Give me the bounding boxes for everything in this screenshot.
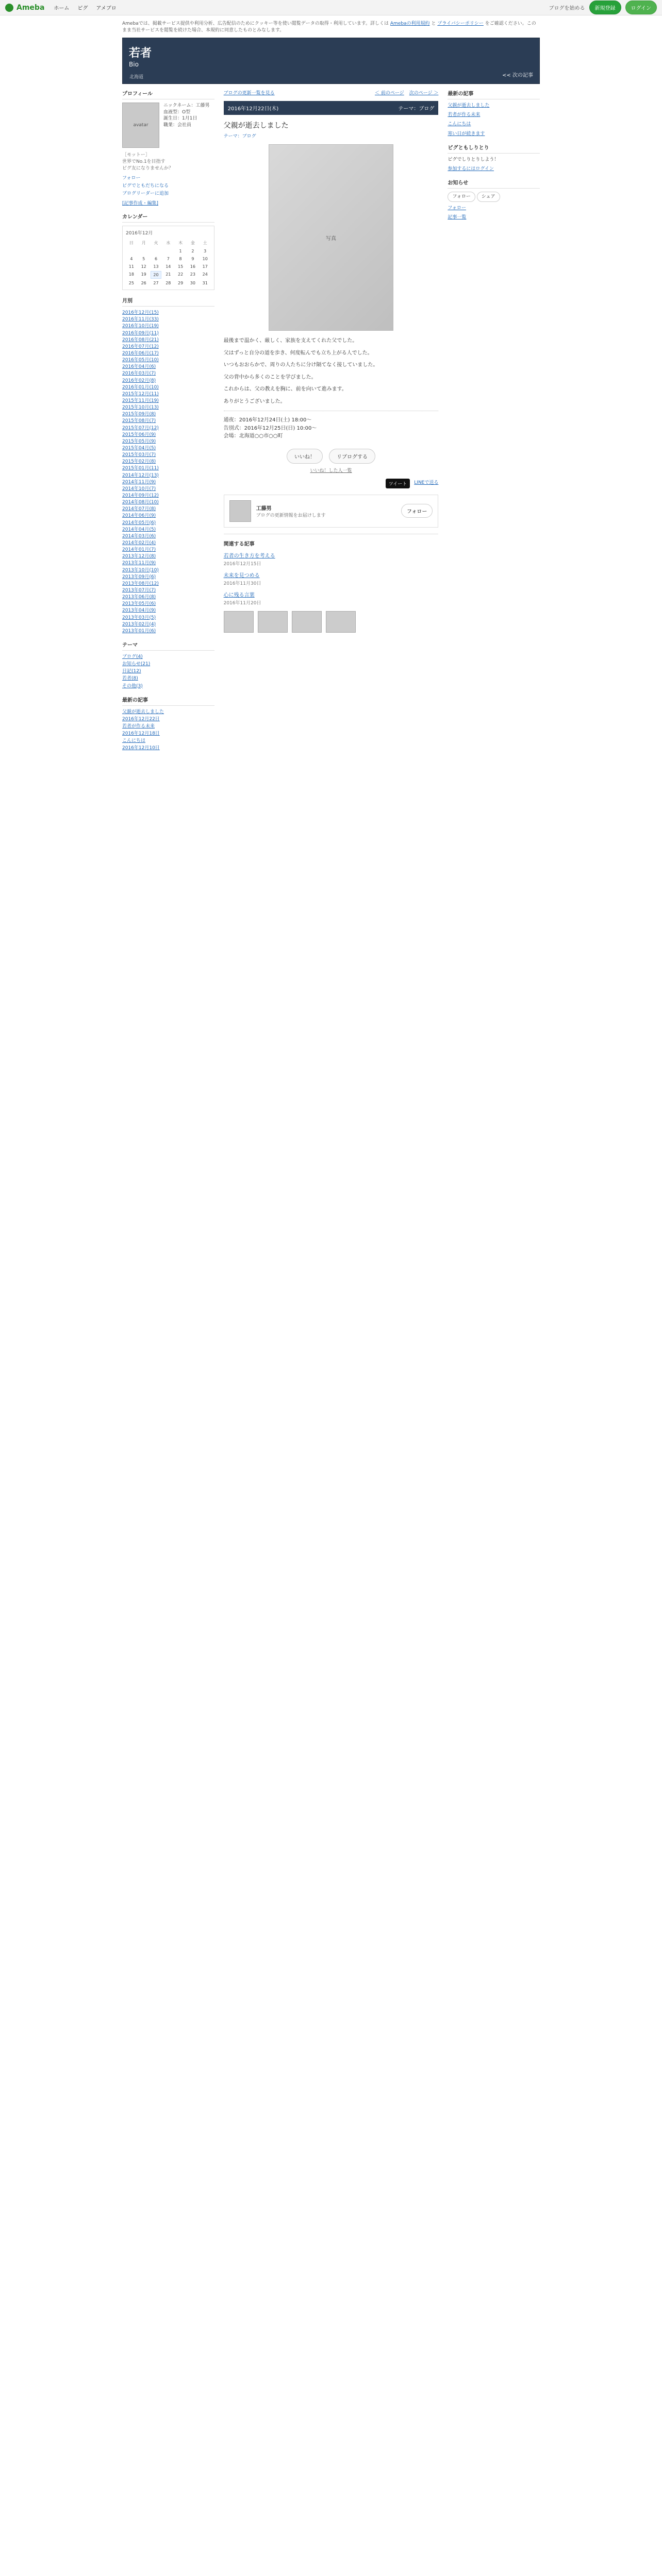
follow-desc: ブログの更新情報をお届けします (256, 513, 326, 518)
archive-item[interactable]: 2014年11月(9) (122, 479, 156, 485)
right-section-1 (448, 89, 540, 137)
archives-box (122, 296, 214, 634)
calendar-day[interactable]: 23 (190, 272, 195, 277)
calendar-day[interactable]: 7 (167, 257, 170, 262)
profile-lines (163, 103, 210, 128)
post-top-bar (224, 89, 439, 96)
archive-item[interactable]: 2016年12月(15) (122, 310, 159, 316)
right-section-2 (448, 143, 540, 172)
theme-item[interactable]: 若者(8) (122, 676, 138, 682)
calendar-day[interactable]: 24 (202, 272, 208, 277)
top-nav-item-pigg[interactable]: ピグ (77, 6, 88, 11)
top-nav-item-home[interactable]: ホーム (54, 6, 70, 11)
photo-thumb[interactable] (326, 611, 356, 633)
right-item (448, 103, 540, 109)
calendar (122, 226, 214, 290)
archive-item[interactable]: 2016年05月(10) (122, 358, 159, 363)
right-item (448, 214, 540, 221)
calendar-day[interactable]: 17 (202, 264, 208, 269)
photo-thumb[interactable] (292, 611, 322, 633)
profile-blood: 血液型：O型 (163, 109, 191, 115)
archive-list (122, 310, 214, 634)
photo-thumb[interactable] (224, 611, 254, 633)
cookie-notice (122, 21, 540, 33)
like-button[interactable]: いいね！ (287, 449, 323, 464)
content-layout (122, 89, 540, 757)
banner-title: 若者 (129, 47, 152, 60)
related-item (224, 590, 439, 606)
archive-item[interactable]: 2013年02月(4) (122, 621, 156, 627)
right-section-3 (448, 178, 540, 221)
privacy-link[interactable]: プライバシーポリシー (437, 21, 484, 26)
left-column (122, 89, 214, 757)
follow-thumb (229, 500, 251, 522)
recent-item[interactable]: 若者が作る未来 (122, 723, 155, 729)
follow-card (224, 495, 439, 528)
theme-item[interactable]: ブログ(4) (122, 654, 143, 659)
calendar-heading: カレンダー (122, 212, 214, 223)
archive-item[interactable]: 2014年01月(7) (122, 547, 156, 553)
photo-strip (224, 611, 439, 633)
top-navigation (54, 4, 116, 11)
archive-item[interactable]: 2013年10月(10) (122, 567, 159, 573)
calendar-dow: 水 (166, 241, 171, 246)
next-page-link[interactable]: 次のページ ＞ (409, 91, 439, 96)
archive-item[interactable]: 2015年01月(11) (122, 466, 159, 471)
archive-item[interactable]: 2013年03月(5) (122, 615, 156, 620)
post-paragraph: いつもおおらかで、周りの人たちに分け隔てなく接していました。 (223, 362, 378, 368)
create-blog-link[interactable]: ブログを始める (549, 6, 585, 11)
related-item (224, 551, 439, 567)
right-link[interactable]: 参加するにはログイン (448, 166, 494, 172)
right-item (448, 121, 540, 127)
post-theme-link[interactable]: テーマ：ブログ (223, 134, 256, 140)
post-theme-label: テーマ：ブログ (398, 106, 435, 112)
tweet-button[interactable]: ツイート (386, 479, 410, 488)
archive-item[interactable]: 2014年04月(5) (122, 527, 156, 532)
calendar-day[interactable]: 1 (179, 249, 182, 254)
calendar-dow: 火 (154, 241, 158, 246)
funeral-info-line: 会場：北海道○○市○○町 (223, 433, 283, 439)
recent-box (122, 696, 214, 752)
related-date: 2016年11月20日 (223, 600, 261, 606)
right-link[interactable]: 若者が作る未来 (448, 112, 481, 118)
recent-date: 2016年12月10日 (122, 745, 160, 751)
archive-item[interactable]: 2016年09月(11) (122, 330, 159, 336)
calendar-day[interactable]: 31 (202, 281, 208, 286)
right-share-button[interactable]: シェア (477, 192, 500, 202)
calendar-day[interactable]: 4 (130, 257, 133, 262)
archive-item[interactable]: 2015年06月(9) (122, 432, 156, 437)
calendar-day[interactable]: 30 (190, 281, 195, 286)
calendar-day[interactable]: 25 (128, 281, 134, 286)
right-text: ピグでしりとりしよう！ (448, 157, 499, 162)
post-paragraph: 父はずっと自分の道を歩き、何度転んでも立ち上がる人でした。 (223, 350, 373, 356)
archive-item[interactable]: 2015年10月(13) (122, 405, 159, 411)
right-item (448, 166, 540, 172)
related-title[interactable]: 若者の生き方を考える (223, 553, 275, 559)
right-column (448, 89, 540, 757)
profile-extra-1: ［モットー］ (122, 152, 150, 158)
calendar-day[interactable]: 13 (153, 264, 159, 269)
edit-link[interactable]: [記事作成・編集] (122, 201, 159, 207)
notice-tail: をご確認ください。このまま当社サービスを閲覧を続けた場合、本規約に同意したものとみなします。 (122, 21, 536, 33)
profile-card (122, 103, 214, 148)
funeral-info-line: 通夜：2016年12月24日(土) 18:00〜 (223, 417, 312, 423)
terms-link[interactable]: Amebaの利用規約 (390, 21, 430, 26)
profile-extra-3: ピグ友になりませんか？ (122, 166, 174, 172)
top-right-actions (549, 1, 657, 14)
recent-heading: 最新の記事 (122, 696, 214, 706)
right-link[interactable]: こんにちは (448, 122, 471, 127)
theme-item[interactable]: 日記(12) (122, 669, 141, 674)
archive-item[interactable]: 2016年01月(10) (122, 384, 159, 390)
related-heading: 関連する記事 (223, 541, 255, 547)
related-date: 2016年12月15日 (223, 561, 261, 567)
theme-item[interactable]: その他(3) (122, 683, 143, 689)
calendar-dow: 土 (203, 241, 207, 246)
calendar-month: 2016年12月 (126, 231, 153, 236)
archive-item[interactable]: 2013年01月(6) (122, 628, 156, 634)
calendar-box (122, 212, 214, 290)
logo-text: Ameba (16, 3, 45, 12)
archive-item[interactable]: 2013年08月(12) (122, 581, 159, 586)
archive-item[interactable]: 2015年04月(5) (122, 446, 156, 451)
related-title[interactable]: 心に残る言葉 (223, 592, 255, 598)
calendar-day[interactable]: 27 (153, 281, 159, 286)
calendar-day[interactable] (162, 248, 174, 255)
post-nav (375, 89, 438, 96)
calendar-dow: 木 (178, 241, 183, 246)
notice-text: Amebaでは、掲載サービス提供や利用分析、広告配信のためにクッキー等を使い閲覧データの取得・利用しています。詳しくは (122, 21, 389, 26)
profile-name: ニックネーム：工藤男 (163, 103, 210, 109)
right-link[interactable]: フォロー (448, 206, 466, 211)
archive-item[interactable]: 2013年06月(8) (122, 595, 156, 600)
archive-item[interactable]: 2014年03月(6) (122, 533, 156, 539)
profile-birth: 誕生日：1月1日 (163, 116, 197, 122)
archive-item[interactable]: 2016年08月(21) (122, 337, 159, 343)
recent-date: 2016年12月22日 (122, 716, 160, 722)
archive-item[interactable]: 2014年10月(7) (122, 486, 156, 492)
archive-item[interactable]: 2016年03月(7) (122, 371, 156, 377)
calendar-day[interactable]: 22 (178, 272, 184, 277)
post-photo (269, 144, 393, 331)
calendar-day[interactable] (151, 248, 162, 255)
funeral-info (224, 411, 439, 440)
calendar-day[interactable] (138, 248, 150, 255)
right-item (448, 205, 540, 211)
calendar-day today[interactable]: 20 (151, 271, 162, 279)
main-column (224, 89, 439, 757)
archive-item[interactable]: 2015年05月(9) (122, 438, 156, 444)
right-follow-button[interactable]: フォロー (448, 192, 475, 202)
profile-extra (122, 151, 214, 171)
photo-thumb[interactable] (258, 611, 288, 633)
calendar-day[interactable]: 9 (191, 257, 194, 262)
archive-item[interactable]: 2014年09月(12) (122, 493, 159, 498)
calendar-day[interactable]: 26 (141, 281, 146, 286)
avatar: avatar (122, 103, 159, 148)
follow-button[interactable]: フォロー (401, 504, 433, 518)
archive-item[interactable]: 2014年07月(8) (122, 506, 156, 512)
calendar-dow: 金 (190, 241, 195, 246)
archive-item[interactable]: 2015年07月(12) (122, 425, 159, 431)
calendar-grid (126, 239, 211, 286)
archive-item[interactable]: 2013年11月(9) (122, 561, 156, 566)
calendar-day[interactable]: 18 (128, 272, 134, 277)
post-paragraph: 父の背中から多くのことを学びました。 (223, 374, 317, 380)
calendar-day[interactable]: 16 (190, 264, 195, 269)
archive-item[interactable]: 2013年07月(7) (122, 587, 156, 593)
calendar-day[interactable]: 8 (179, 257, 182, 262)
themes-heading: テーマ (122, 640, 214, 651)
profile-job: 職業：会社員 (163, 122, 192, 128)
breadcrumb-link[interactable]: ブログの更新一覧を見る (223, 91, 275, 96)
calendar-day[interactable]: 12 (141, 264, 146, 269)
top-nav-item-blog[interactable]: アメブロ (96, 6, 117, 11)
post-date: 2016年12月22日(木) (227, 106, 279, 112)
right-link[interactable]: 父親が逝去しました (448, 103, 490, 109)
archive-item[interactable]: 2015年12月(11) (122, 391, 159, 397)
calendar-dow: 月 (141, 241, 146, 246)
logo-icon (5, 4, 13, 12)
archive-item[interactable]: 2014年08月(10) (122, 500, 159, 505)
register-button[interactable]: 新規登録 (589, 1, 621, 14)
post-content (224, 337, 439, 405)
right-item (448, 192, 540, 202)
post-meta-bar (224, 101, 439, 115)
follow-link[interactable]: フォロー (122, 176, 141, 181)
post-paragraph: これからは、父の教えを胸に、前を向いて進みます。 (223, 386, 347, 393)
archive-item[interactable]: 2016年06月(17) (122, 351, 159, 357)
themes-box (122, 640, 214, 689)
archive-item[interactable]: 2016年10月(19) (122, 324, 159, 329)
archive-item[interactable]: 2014年02月(4) (122, 540, 156, 546)
archive-item[interactable]: 2013年12月(8) (122, 554, 156, 560)
pigg-friend-link[interactable]: ピグでともだちになる (122, 183, 169, 189)
recent-item[interactable]: こんにちは (122, 738, 146, 744)
engagement-buttons (224, 449, 439, 464)
archive-item[interactable]: 2016年07月(12) (122, 344, 159, 349)
calendar-day[interactable]: 11 (128, 264, 134, 269)
banner-subtitle: Bio (129, 61, 139, 69)
calendar-day[interactable]: 6 (154, 257, 158, 262)
calendar-day[interactable]: 10 (202, 257, 208, 262)
calendar-dow: 日 (129, 241, 134, 246)
profile-box (122, 89, 214, 206)
right-item (448, 131, 540, 137)
right-section-heading: 最新の記事 (448, 89, 540, 99)
post-title: 父親が逝去しました (223, 122, 289, 130)
archives-heading: 月別 (122, 296, 214, 307)
recent-list (122, 709, 214, 752)
calendar-day[interactable]: 3 (204, 249, 207, 254)
banner-right[interactable]: << 次の記事 (502, 73, 533, 79)
post-paragraph: ありがとうございました。 (223, 398, 286, 404)
funeral-info-line: 告別式：2016年12月25日(日) 10:00〜 (223, 425, 317, 431)
calendar-day[interactable]: 15 (178, 264, 184, 269)
like-users-link[interactable]: いいね！した人一覧 (310, 468, 352, 473)
banner-mini: 北海道 (129, 75, 144, 80)
calendar-day[interactable] (126, 248, 137, 255)
recent-date: 2016年12月18日 (122, 731, 160, 737)
calendar-day[interactable]: 2 (191, 249, 194, 254)
archive-item[interactable]: 2014年12月(13) (122, 472, 159, 478)
recent-item[interactable]: 父親が逝去しました (122, 709, 164, 715)
archive-item[interactable]: 2014年06月(9) (122, 513, 156, 519)
related-date: 2016年11月30日 (223, 581, 261, 586)
follow-text (256, 504, 326, 518)
ameba-logo[interactable] (5, 4, 44, 12)
prev-page-link[interactable]: ＜ 前のページ (375, 91, 404, 96)
profile-heading: プロフィール (122, 89, 214, 99)
right-item (448, 157, 540, 163)
profile-follow-links (122, 174, 214, 196)
page-wrap (122, 38, 540, 757)
related-item (224, 571, 439, 586)
archive-item[interactable]: 2016年04月(6) (122, 364, 156, 370)
right-item (448, 112, 540, 118)
right-section-heading: お知らせ (448, 178, 540, 189)
share-row (224, 479, 439, 488)
archive-item[interactable]: 2015年09月(8) (122, 412, 156, 417)
theme-list (122, 654, 214, 689)
topbar (0, 0, 662, 15)
calendar-day[interactable]: 14 (166, 264, 171, 269)
calendar-day[interactable]: 28 (166, 281, 171, 286)
calendar-header (126, 229, 211, 236)
theme-item[interactable]: お知らせ(21) (122, 662, 151, 667)
calendar-day[interactable]: 29 (178, 281, 184, 286)
archive-item[interactable]: 2015年08月(7) (122, 418, 156, 424)
line-share-link[interactable]: LINEで送る (414, 480, 439, 485)
archive-item[interactable]: 2015年11月(19) (122, 398, 159, 404)
archive-item[interactable]: 2013年09月(6) (122, 574, 156, 580)
post-paragraph: 最後まで温かく、厳しく、家族を支えてくれた父でした。 (223, 338, 358, 344)
archive-item[interactable]: 2013年04月(9) (122, 608, 156, 614)
calendar-day[interactable]: 19 (141, 272, 146, 277)
archive-item[interactable]: 2014年05月(6) (122, 520, 156, 526)
right-section-heading: ピグともしりとり (448, 143, 540, 154)
archive-item[interactable]: 2015年03月(7) (122, 452, 156, 458)
photo-caption: 写真 (325, 235, 336, 242)
right-link[interactable]: 寒い日が続きます (448, 131, 485, 137)
related-title[interactable]: 未来を見つめる (223, 572, 260, 579)
archive-item[interactable]: 2013年05月(6) (122, 601, 156, 607)
blog-banner (122, 38, 540, 84)
right-link[interactable]: 記事一覧 (448, 215, 467, 221)
archive-item[interactable]: 2016年02月(8) (122, 378, 156, 383)
reader-add-link[interactable]: ブログリーダーに追加 (122, 191, 169, 197)
archive-item[interactable]: 2016年11月(33) (122, 317, 159, 323)
archive-item[interactable]: 2015年02月(8) (122, 459, 156, 465)
calendar-day[interactable]: 21 (166, 272, 171, 277)
login-button[interactable]: ログイン (625, 1, 657, 14)
reblog-button[interactable]: リブログする (329, 449, 375, 464)
related-section (224, 534, 439, 633)
calendar-day[interactable]: 5 (142, 257, 145, 262)
notice-mid: と (431, 21, 436, 26)
follow-name: 工藤男 (256, 505, 272, 512)
profile-extra-2: 世界でNo.1を目指す (122, 159, 166, 165)
